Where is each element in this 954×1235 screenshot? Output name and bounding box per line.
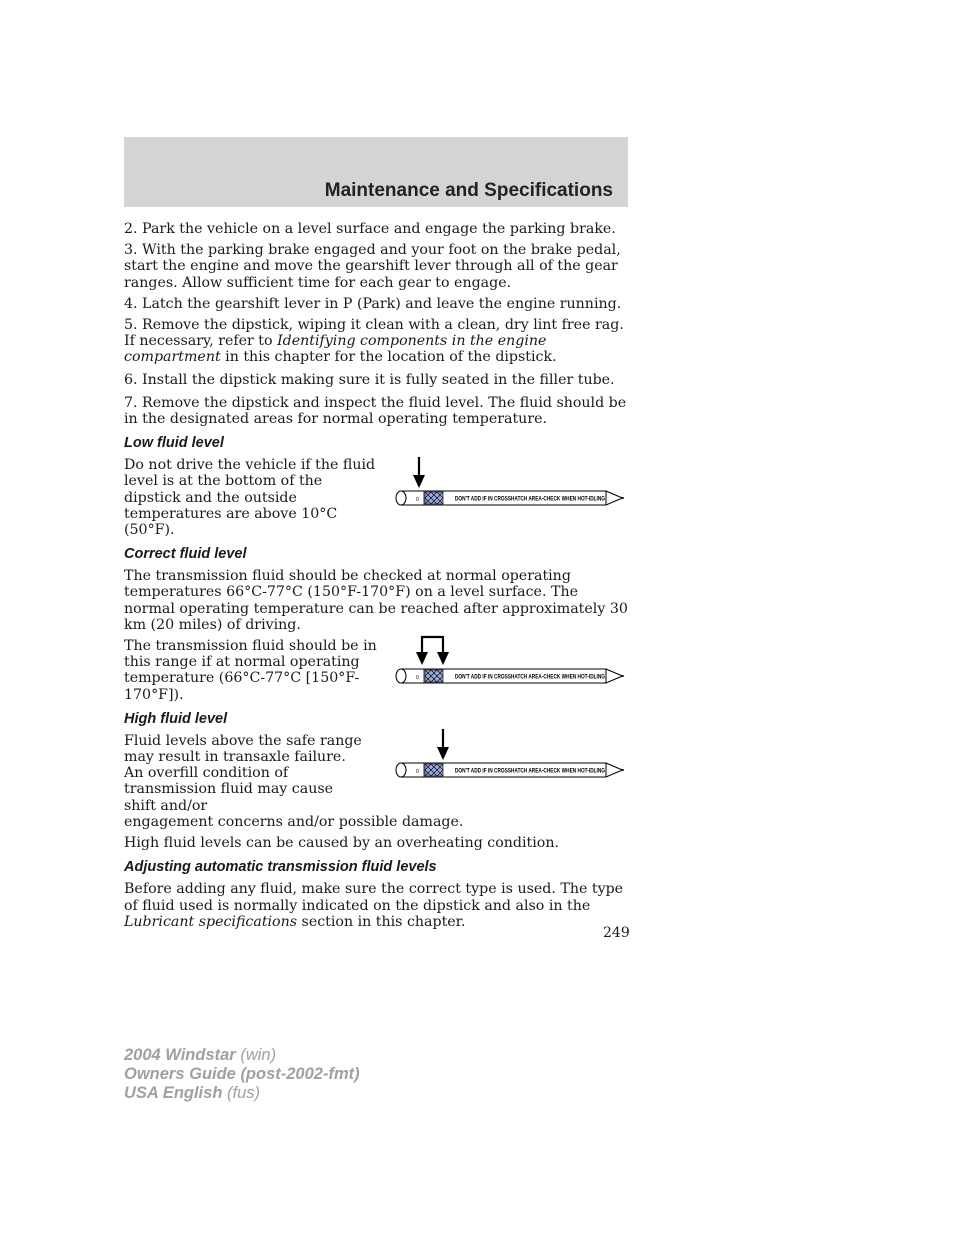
dipstick-low-diagram — [394, 457, 628, 511]
dipstick-label: DON'T ADD IF IN CROSSHATCH AREA-CHECK WHEN HOT-IDLING — [455, 495, 606, 503]
step-5 — [124, 317, 628, 366]
dipstick-label: DON'T ADD IF IN CROSSHATCH AREA-CHECK WHEN HOT-IDLING — [455, 767, 606, 775]
dipstick-high-diagram — [394, 729, 628, 783]
step-4: 4. Latch the gearshift lever in P (Park) and leave the engine running. — [124, 295, 622, 312]
footer-imprint — [124, 1046, 360, 1103]
high-fluid-text-1a: Fluid levels above the safe range may result in transaxle failure. An overfill condition of transmission fluid may cause shift and/or — [124, 732, 362, 814]
step-2: 2. Park the vehicle on a level surface and engage the parking brake. — [124, 221, 616, 237]
adjusting-fluid-text — [124, 881, 628, 930]
dipstick-label: DON'T ADD IF IN CROSSHATCH AREA-CHECK WHEN HOT-IDLING — [455, 673, 606, 681]
step-5-text-a: 5. Remove the dipstick, wiping it clean with a clean, dry lint free rag. If necessary, refer to — [124, 317, 624, 350]
footer-model-code: (win) — [240, 1046, 277, 1064]
arrow-low-icon — [413, 457, 425, 488]
correct-fluid-text-2: The transmission fluid should be in this range if at normal operating temperature (66°C-77°C [150°F-170°F]). — [124, 638, 377, 703]
adjusting-fluid-heading: Adjusting automatic transmission fluid levels — [124, 859, 437, 876]
step-5-reference: Identifying components in the engine compartment — [124, 333, 547, 366]
footer-language: USA English — [124, 1084, 223, 1102]
footer-guide: Owners Guide (post-2002-fmt) — [124, 1065, 360, 1083]
low-fluid-heading: Low fluid level — [124, 435, 224, 452]
adjusting-text-b: section in this chapter. — [297, 913, 466, 930]
step-6: 6. Install the dipstick making sure it is fully seated in the filler tube. — [124, 372, 615, 389]
footer-model: 2004 Windstar — [124, 1046, 236, 1064]
high-fluid-text-1b: engagement concerns and/or possible damage. — [124, 813, 464, 830]
correct-fluid-heading: Correct fluid level — [124, 546, 247, 563]
high-fluid-heading: High fluid level — [124, 710, 228, 727]
footer-line-1 — [124, 1046, 360, 1065]
svg-text:0: 0 — [416, 768, 419, 775]
dipstick-shape — [396, 491, 624, 505]
high-fluid-section — [124, 733, 628, 814]
footer-language-code: (fus) — [227, 1084, 260, 1102]
step-7: 7. Remove the dipstick and inspect the fluid level. The fluid should be in the designated areas for normal operating temperature. — [124, 394, 627, 428]
dipstick-shape — [396, 763, 624, 777]
page-title: Maintenance and Specifications — [324, 180, 613, 201]
footer-line-3 — [124, 1084, 360, 1103]
low-fluid-text: Do not drive the vehicle if the fluid level is at the bottom of the dipstick and the outside temperatures are above 10°C (50°F). — [124, 457, 376, 539]
correct-fluid-section — [124, 638, 628, 703]
page-number: 249 — [603, 925, 630, 941]
header-band — [124, 137, 628, 207]
range-arrows-icon — [416, 637, 449, 665]
adjusting-text-a: Before adding any fluid, make sure the correct type is used. The type of fluid used is normally indicated on the dipstick and also in the — [124, 881, 624, 914]
high-fluid-text-2: High fluid levels can be caused by an overheating condition. — [124, 835, 559, 852]
footer-line-2 — [124, 1065, 360, 1084]
dipstick-shape — [396, 669, 624, 683]
low-fluid-section — [124, 457, 628, 538]
step-3: 3. With the parking brake engaged and your foot on the brake pedal, start the engine and move the gearshift lever through all of the gear ranges. Allow sufficient time for each gear to engage. — [124, 242, 621, 291]
main-content — [124, 221, 628, 935]
correct-fluid-text-1: The transmission fluid should be checked at normal operating temperatures 66°C-77°C (150°F-170°F) on a level surface. The normal operating temperature can be reached after approximately 30 km (20 miles) of driving. — [124, 568, 628, 633]
arrow-high-icon — [437, 729, 449, 760]
dipstick-correct-diagram — [394, 635, 628, 689]
svg-text:0: 0 — [416, 675, 419, 682]
svg-text:0: 0 — [416, 497, 419, 504]
adjusting-reference: Lubricant specifications — [124, 913, 298, 930]
step-5-text-b: in this chapter for the location of the dipstick. — [220, 349, 557, 366]
